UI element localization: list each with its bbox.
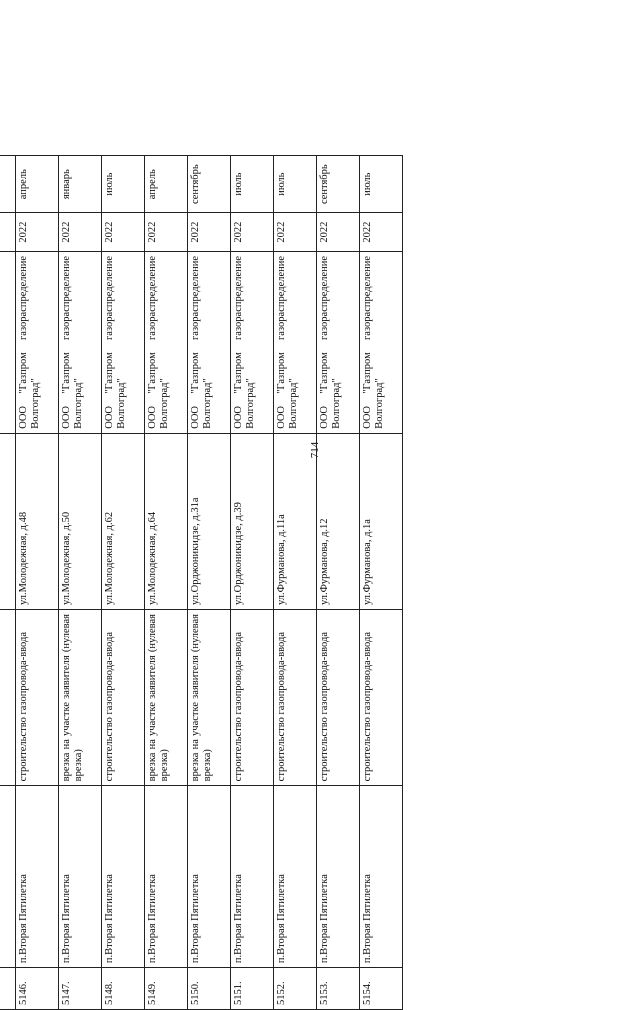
month-cell xyxy=(0,156,16,213)
year-cell xyxy=(0,213,16,252)
row-number: 5147. xyxy=(59,968,102,1010)
measure-cell: строительство газопровода-ввода xyxy=(102,610,145,786)
org-cell: ООО "Газпром газораспределение Волгоград" xyxy=(231,251,274,433)
year-cell: 2022 xyxy=(145,213,188,252)
gasification-table xyxy=(0,155,403,1010)
table-row xyxy=(16,156,59,1010)
year-cell: 2022 xyxy=(59,213,102,252)
place-cell: п.Вторая Пятилетка xyxy=(360,786,403,968)
row-number: 5148. xyxy=(102,968,145,1010)
address-cell: ул.Фурманова, д.12 xyxy=(317,433,360,609)
org-cell xyxy=(0,251,16,433)
table-row xyxy=(0,156,16,1010)
row-number: 5146. xyxy=(16,968,59,1010)
row-number: 5150. xyxy=(188,968,231,1010)
org-cell: ООО "Газпром газораспределение Волгоград" xyxy=(317,251,360,433)
table-row xyxy=(360,156,403,1010)
table-row xyxy=(188,156,231,1010)
measure-cell: строительство газопровода-ввода xyxy=(16,610,59,786)
measure-cell: строительство газопровода-ввода xyxy=(274,610,317,786)
table-row xyxy=(231,156,274,1010)
address-cell: ул.Молодежная, д.64 xyxy=(145,433,188,609)
year-cell: 2022 xyxy=(16,213,59,252)
address-cell: ул.Молодежная, д.48 xyxy=(16,433,59,609)
place-cell: п.Вторая Пятилетка xyxy=(16,786,59,968)
row-number: 5151. xyxy=(231,968,274,1010)
org-cell: ООО "Газпром газораспределение Волгоград" xyxy=(188,251,231,433)
place-cell: п.Вторая Пятилетка xyxy=(274,786,317,968)
table-row xyxy=(317,156,360,1010)
measure-cell xyxy=(0,610,16,786)
address-cell xyxy=(0,433,16,609)
rotated-table-wrapper xyxy=(0,155,500,1010)
month-cell: сентябрь xyxy=(188,156,231,213)
table-row xyxy=(145,156,188,1010)
month-cell: июль xyxy=(274,156,317,213)
org-cell: ООО "Газпром газораспределение Волгоград" xyxy=(360,251,403,433)
address-cell: ул.Фурманова, д.1а xyxy=(360,433,403,609)
place-cell: п.Вторая Пятилетка xyxy=(59,786,102,968)
year-cell: 2022 xyxy=(188,213,231,252)
row-number: 5154. xyxy=(360,968,403,1010)
address-cell: ул.Фурманова, д.11а xyxy=(274,433,317,609)
month-cell: июль xyxy=(360,156,403,213)
measure-cell: врезка на участке заявителя (нулевая врезка) xyxy=(188,610,231,786)
place-cell: п.Вторая Пятилетка xyxy=(231,786,274,968)
org-cell: ООО "Газпром газораспределение Волгоград" xyxy=(145,251,188,433)
year-cell: 2022 xyxy=(231,213,274,252)
month-cell: сентябрь xyxy=(317,156,360,213)
org-cell: ООО "Газпром газораспределение Волгоград" xyxy=(102,251,145,433)
row-number xyxy=(0,968,16,1010)
measure-cell: строительство газопровода-ввода xyxy=(360,610,403,786)
table-row xyxy=(59,156,102,1010)
org-cell: ООО "Газпром газораспределение Волгоград" xyxy=(274,251,317,433)
measure-cell: врезка на участке заявителя (нулевая врезка) xyxy=(145,610,188,786)
year-cell: 2022 xyxy=(102,213,145,252)
measure-cell: врезка на участке заявителя (нулевая врезка) xyxy=(59,610,102,786)
measure-cell: строительство газопровода-ввода xyxy=(317,610,360,786)
place-cell: п.Вторая Пятилетка xyxy=(188,786,231,968)
row-number: 5149. xyxy=(145,968,188,1010)
page-number: 714 xyxy=(309,441,321,459)
month-cell: январь xyxy=(59,156,102,213)
year-cell: 2022 xyxy=(360,213,403,252)
org-cell: ООО "Газпром газораспределение Волгоград" xyxy=(16,251,59,433)
org-cell: ООО "Газпром газораспределение Волгоград" xyxy=(59,251,102,433)
address-cell: ул.Орджоникидзе, д.39 xyxy=(231,433,274,609)
year-cell: 2022 xyxy=(274,213,317,252)
month-cell: апрель xyxy=(145,156,188,213)
place-cell: п.Вторая Пятилетка xyxy=(317,786,360,968)
table-row xyxy=(102,156,145,1010)
month-cell: июль xyxy=(102,156,145,213)
place-cell: п.Вторая Пятилетка xyxy=(145,786,188,968)
month-cell: апрель xyxy=(16,156,59,213)
month-cell: июль xyxy=(231,156,274,213)
row-number: 5152. xyxy=(274,968,317,1010)
table-row xyxy=(274,156,317,1010)
address-cell: ул.Молодежная, д.50 xyxy=(59,433,102,609)
row-number: 5153. xyxy=(317,968,360,1010)
place-cell xyxy=(0,786,16,968)
measure-cell: строительство газопровода-ввода xyxy=(231,610,274,786)
address-cell: ул.Молодежная, д.62 xyxy=(102,433,145,609)
address-cell: ул.Орджоникидзе, д.31а xyxy=(188,433,231,609)
place-cell: п.Вторая Пятилетка xyxy=(102,786,145,968)
year-cell: 2022 xyxy=(317,213,360,252)
